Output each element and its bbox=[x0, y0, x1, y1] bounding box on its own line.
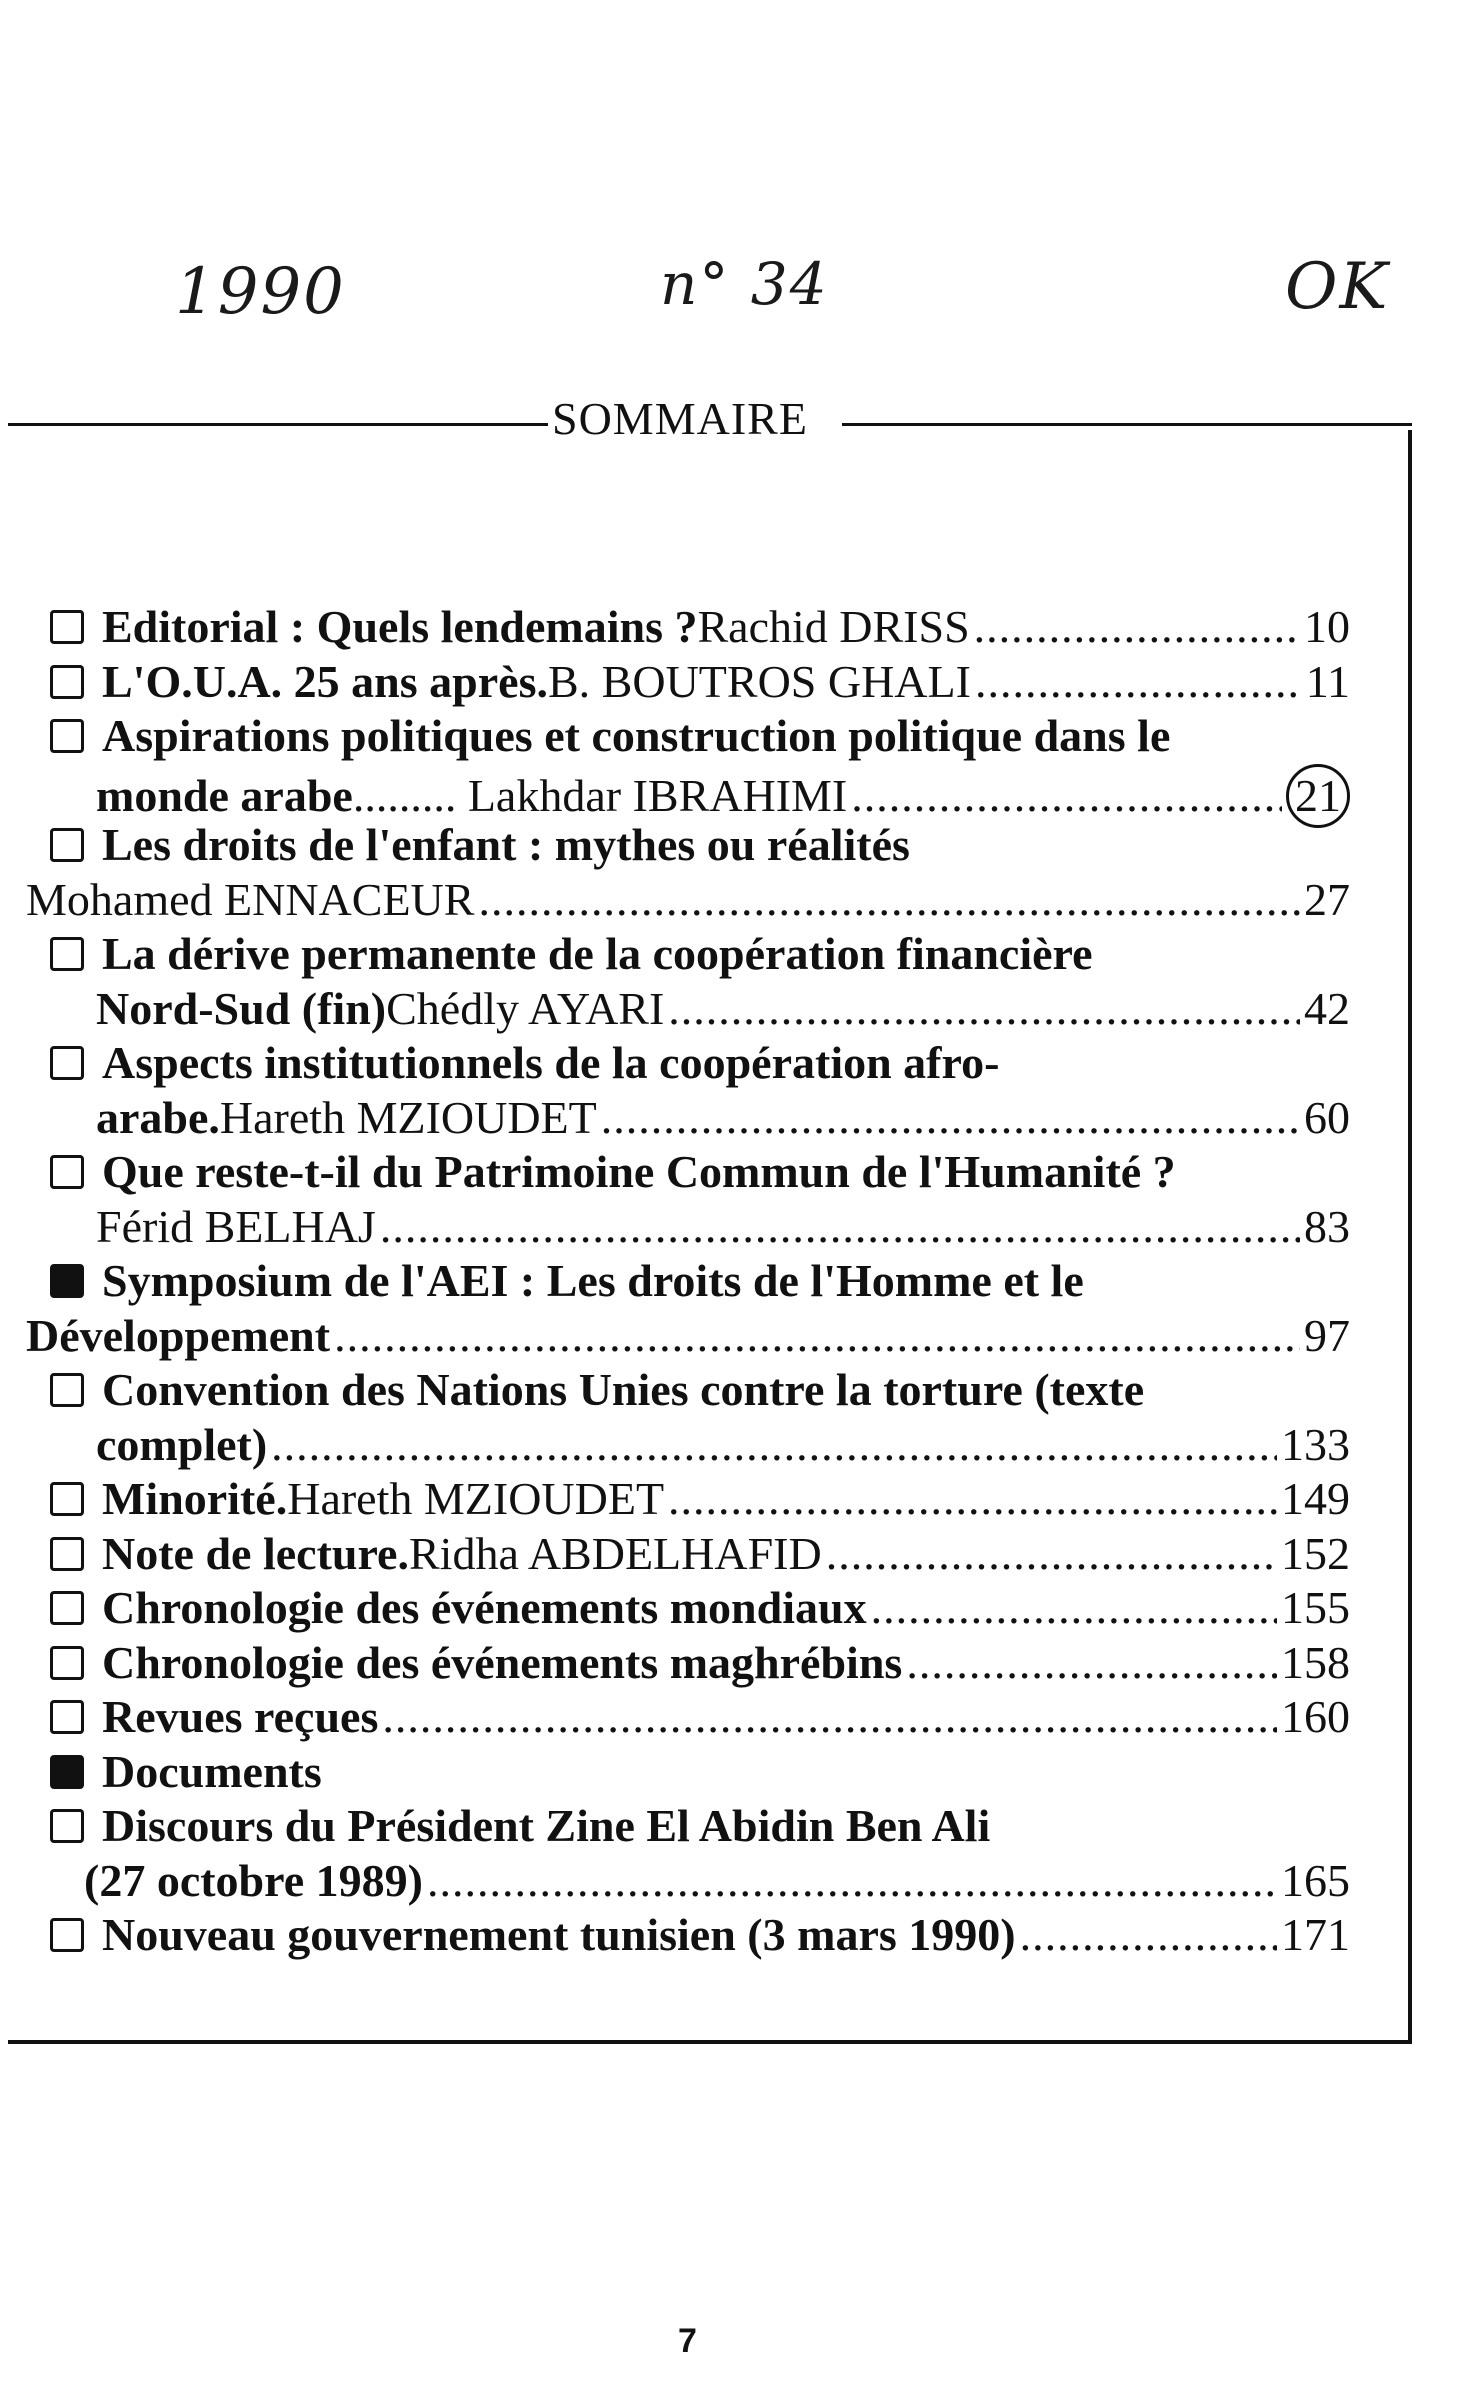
checkbox-icon bbox=[50, 1646, 84, 1680]
entry-page-circled: 21 bbox=[1286, 764, 1350, 828]
toc-entry-editorial[interactable] bbox=[50, 600, 1350, 655]
table-of-contents bbox=[26, 600, 1350, 1963]
toc-entry-aspects-cont[interactable] bbox=[50, 1091, 1350, 1146]
section-title: Documents bbox=[102, 1745, 322, 1797]
leader-dots bbox=[334, 1309, 1300, 1364]
entry-page: 11 bbox=[1305, 655, 1350, 707]
checkbox-icon bbox=[50, 665, 84, 699]
title-rule-left bbox=[8, 423, 548, 426]
checkbox-icon bbox=[50, 1537, 84, 1571]
leader-dots bbox=[974, 600, 1300, 655]
checkbox-icon bbox=[50, 719, 84, 753]
page-number: 7 bbox=[678, 2322, 697, 2360]
leader-dots bbox=[975, 655, 1302, 710]
filled-square-icon bbox=[50, 1264, 84, 1298]
entry-title-cont: arabe. bbox=[96, 1091, 220, 1143]
toc-entry-patrimoine-cont[interactable] bbox=[50, 1200, 1350, 1255]
entry-title-cont: complet) bbox=[96, 1418, 268, 1470]
entry-page: 152 bbox=[1281, 1527, 1350, 1579]
leader-dots bbox=[871, 1581, 1277, 1636]
entry-title: Editorial : Quels lendemains ? bbox=[102, 601, 698, 652]
entry-title: Symposium de l'AEI : Les droits de l'Homme et le bbox=[102, 1255, 1084, 1306]
leader-dots bbox=[380, 1200, 1300, 1255]
entry-page: 165 bbox=[1281, 1854, 1350, 1906]
leader-dots bbox=[668, 982, 1300, 1037]
entry-page: 42 bbox=[1304, 982, 1350, 1034]
page-title: SOMMAIRE bbox=[552, 393, 808, 444]
leader-dots bbox=[906, 1636, 1277, 1691]
leader-dots bbox=[427, 1854, 1277, 1909]
toc-entry-aspects[interactable] bbox=[50, 1036, 1350, 1091]
entry-title: Les droits de l'enfant : mythes ou réalités bbox=[102, 819, 910, 870]
leader-dots bbox=[668, 1472, 1277, 1527]
toc-entry-patrimoine[interactable] bbox=[50, 1145, 1350, 1200]
toc-entry-droits-enfant-cont[interactable] bbox=[26, 873, 1350, 928]
checkbox-icon bbox=[50, 1918, 84, 1952]
toc-entry-symposium-cont[interactable] bbox=[26, 1309, 1350, 1364]
toc-entry-revues[interactable] bbox=[50, 1690, 1350, 1745]
toc-entry-aspirations-cont[interactable] bbox=[50, 764, 1350, 819]
entry-title: Chronologie des événements maghrébins bbox=[102, 1636, 903, 1688]
entry-title: Chronologie des événements mondiaux bbox=[102, 1582, 867, 1633]
toc-entry-convention[interactable] bbox=[50, 1363, 1350, 1418]
entry-title-cont: monde arabe bbox=[96, 769, 353, 821]
entry-page: 155 bbox=[1281, 1582, 1350, 1633]
entry-page: 133 bbox=[1281, 1418, 1350, 1470]
checkbox-icon bbox=[50, 937, 84, 971]
handwritten-ok-mark: OK bbox=[1285, 250, 1390, 324]
leader-dots bbox=[382, 1690, 1277, 1745]
entry-author: Chédly AYARI bbox=[386, 982, 665, 1034]
entry-page: 60 bbox=[1304, 1091, 1350, 1143]
entry-title: Nouveau gouvernement tunisien (3 mars 1990) bbox=[102, 1909, 1016, 1960]
entry-title: Convention des Nations Unies contre la torture (texte bbox=[102, 1364, 1145, 1415]
checkbox-icon bbox=[50, 1046, 84, 1080]
toc-entry-symposium[interactable] bbox=[50, 1254, 1350, 1309]
filled-square-icon bbox=[50, 1755, 84, 1789]
entry-title: Minorité. bbox=[102, 1473, 288, 1524]
toc-entry-minorite[interactable] bbox=[50, 1472, 1350, 1527]
entry-author: Mohamed ENNACEUR bbox=[26, 873, 475, 925]
entry-title: Aspects institutionnels de la coopération afro- bbox=[102, 1037, 1000, 1088]
checkbox-icon bbox=[50, 1373, 84, 1407]
checkbox-icon bbox=[50, 610, 84, 644]
toc-entry-discours-cont[interactable] bbox=[50, 1854, 1350, 1909]
entry-page: 27 bbox=[1304, 873, 1350, 925]
entry-title: L'O.U.A. 25 ans après. bbox=[102, 655, 548, 707]
entry-author: ......... Lakhdar IBRAHIMI bbox=[352, 769, 848, 821]
entry-author: B. BOUTROS GHALI bbox=[547, 655, 971, 707]
leader-dots bbox=[826, 1527, 1277, 1582]
entry-title: Note de lecture. bbox=[102, 1527, 409, 1579]
toc-entry-discours[interactable] bbox=[50, 1799, 1350, 1854]
entry-author: Hareth MZIOUDET bbox=[219, 1091, 597, 1143]
leader-dots bbox=[271, 1418, 1277, 1473]
checkbox-icon bbox=[50, 828, 84, 862]
entry-page: 149 bbox=[1281, 1473, 1350, 1524]
toc-entry-convention-cont[interactable] bbox=[50, 1418, 1350, 1473]
entry-title-cont: Développement bbox=[26, 1309, 331, 1361]
toc-entry-derive[interactable] bbox=[50, 927, 1350, 982]
entry-title: Revues reçues bbox=[102, 1691, 379, 1742]
checkbox-icon bbox=[50, 1700, 84, 1734]
entry-author: Férid BELHAJ bbox=[96, 1200, 376, 1252]
entry-page: 97 bbox=[1304, 1309, 1350, 1361]
entry-author: Ridha ABDELHAFID bbox=[408, 1527, 822, 1579]
entry-page: 160 bbox=[1281, 1691, 1350, 1742]
toc-entry-aspirations[interactable] bbox=[50, 709, 1350, 764]
entry-title: Aspirations politiques et construction politique dans le bbox=[102, 710, 1171, 761]
checkbox-icon bbox=[50, 1155, 84, 1189]
toc-entry-chrono-maghrebins[interactable] bbox=[50, 1636, 1350, 1691]
entry-page: 171 bbox=[1281, 1909, 1350, 1960]
leader-dots bbox=[1020, 1908, 1277, 1963]
checkbox-icon bbox=[50, 1591, 84, 1625]
entry-author: Hareth MZIOUDET bbox=[287, 1473, 665, 1524]
leader-dots bbox=[601, 1091, 1300, 1146]
entry-title-cont: (27 octobre 1989) bbox=[84, 1854, 423, 1906]
checkbox-icon bbox=[50, 1482, 84, 1516]
entry-title: La dérive permanente de la coopération financière bbox=[102, 928, 1093, 979]
checkbox-icon bbox=[50, 1809, 84, 1843]
entry-author: Rachid DRISS bbox=[697, 601, 970, 652]
title-rule-right bbox=[842, 423, 1412, 426]
toc-section-documents[interactable] bbox=[50, 1745, 1350, 1800]
entry-page: 83 bbox=[1304, 1200, 1350, 1252]
entry-title: Que reste-t-il du Patrimoine Commun de l'Humanité ? bbox=[102, 1146, 1176, 1197]
toc-entry-chrono-mondiaux[interactable] bbox=[50, 1581, 1350, 1636]
toc-entry-oua[interactable] bbox=[50, 655, 1350, 710]
toc-entry-derive-cont[interactable] bbox=[50, 982, 1350, 1037]
handwritten-year: 1990 bbox=[175, 255, 346, 329]
entry-title-cont: Nord-Sud (fin) bbox=[96, 982, 387, 1034]
handwritten-issue-number: n° 34 bbox=[660, 250, 829, 318]
leader-dots bbox=[851, 769, 1282, 824]
entry-page: 10 bbox=[1304, 601, 1350, 652]
leader-dots bbox=[478, 873, 1300, 928]
toc-entry-gouvernement[interactable] bbox=[50, 1908, 1350, 1963]
entry-title: Discours du Président Zine El Abidin Ben Ali bbox=[102, 1800, 991, 1851]
entry-page: 158 bbox=[1281, 1636, 1350, 1688]
toc-entry-droits-enfant[interactable] bbox=[50, 818, 1350, 873]
toc-entry-note-lecture[interactable] bbox=[50, 1527, 1350, 1582]
